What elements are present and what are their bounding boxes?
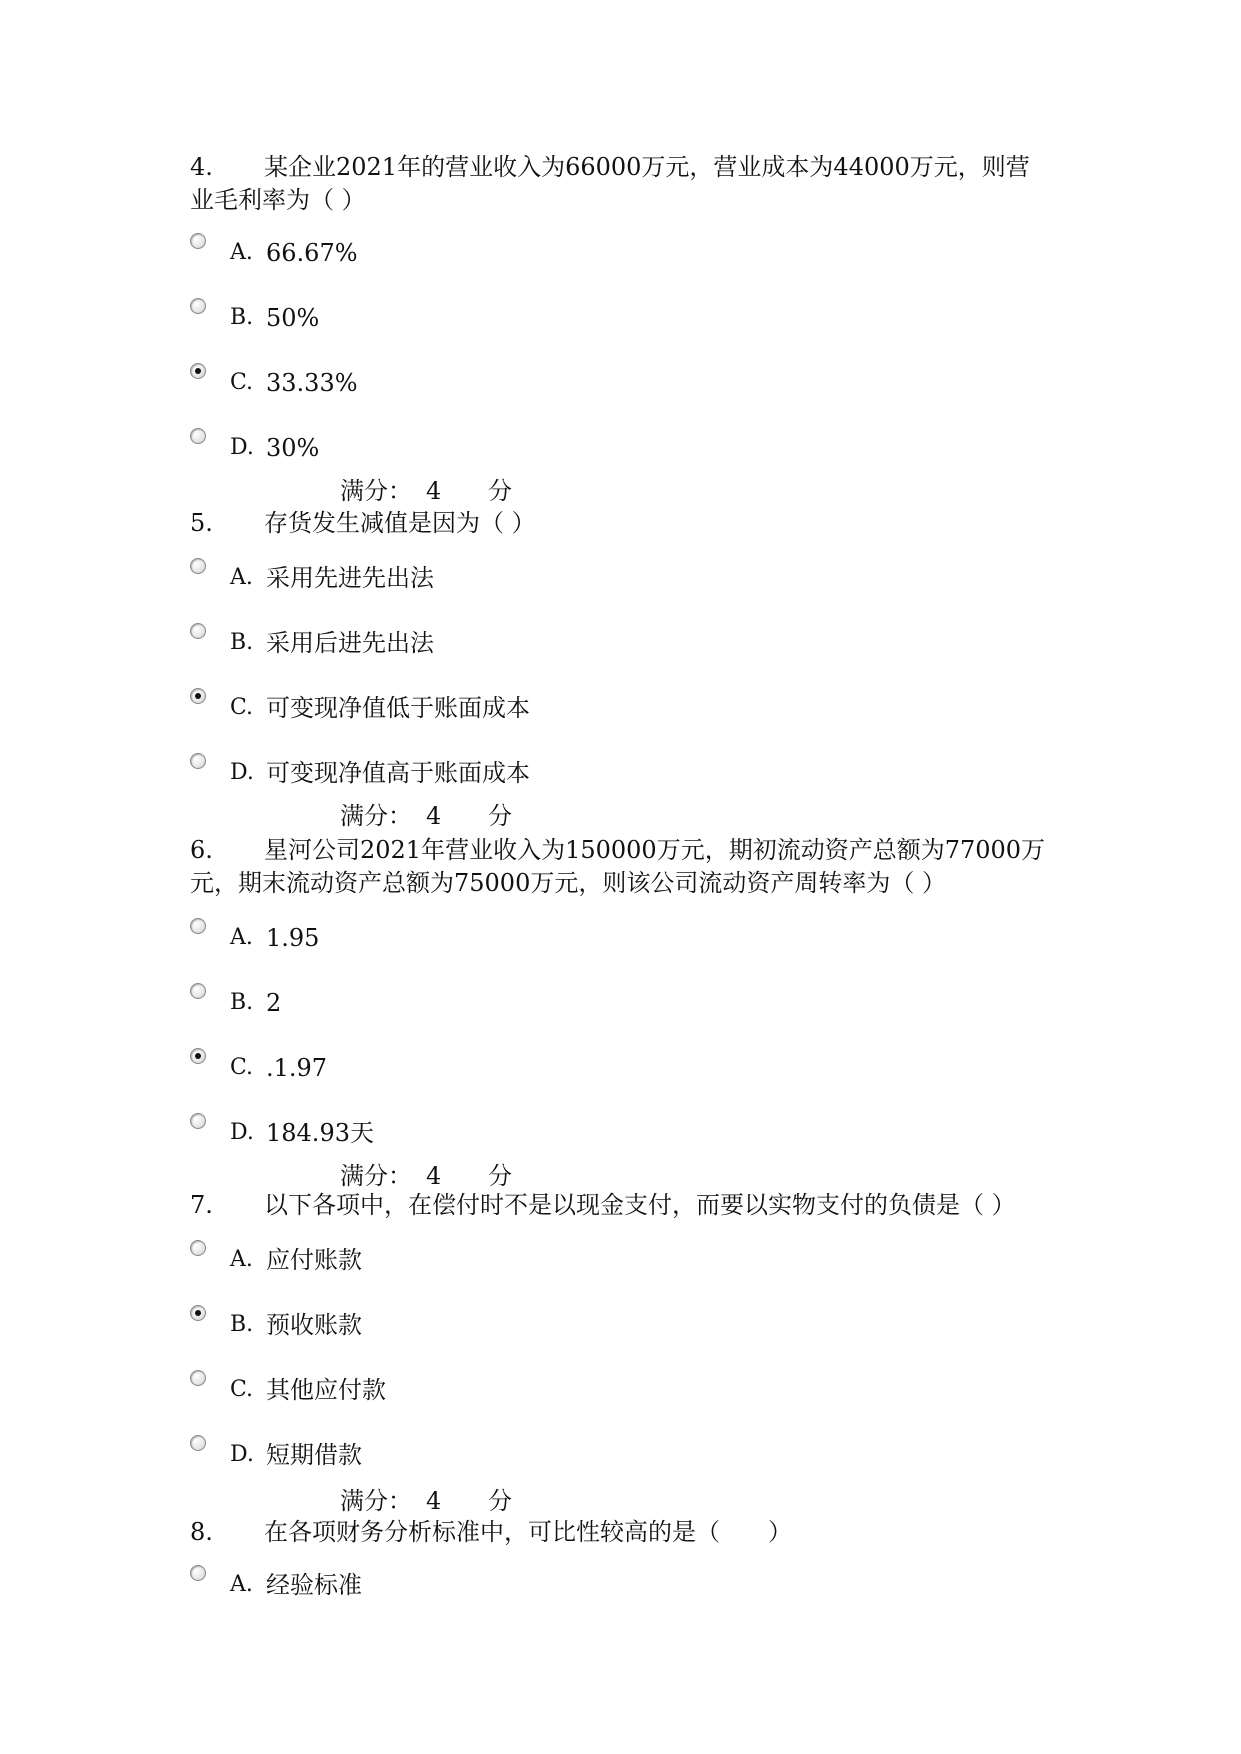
option-text: 30% [266, 434, 320, 462]
option-text: 可变现净值高于账面成本 [266, 759, 530, 787]
option-text: 2 [266, 989, 282, 1017]
radio-button-icon[interactable] [190, 1113, 206, 1129]
radio-button-icon[interactable] [190, 233, 206, 249]
option-text: 采用后进先出法 [266, 629, 434, 657]
score-label: 满分： [340, 1162, 412, 1190]
radio-button-icon[interactable] [190, 623, 206, 639]
score-label: 满分： [340, 1487, 412, 1515]
radio-button-icon[interactable] [190, 753, 206, 769]
option-letter: A. [230, 1247, 253, 1272]
radio-button-checked-icon[interactable] [190, 1048, 206, 1064]
option-letter: A. [230, 240, 253, 265]
option-text: 184.93天 [266, 1119, 374, 1147]
radio-button-icon[interactable] [190, 1565, 206, 1581]
radio-button-checked-icon[interactable] [190, 363, 206, 379]
option-letter: D. [230, 1120, 254, 1145]
score-value: 4 [426, 1162, 442, 1190]
score-6 [340, 1160, 512, 1192]
option-text: 1.95 [266, 924, 320, 952]
question-number: 6. [190, 836, 213, 864]
score-value: 4 [426, 802, 442, 830]
question-number: 7. [190, 1191, 213, 1219]
option-letter: A. [230, 1572, 253, 1597]
radio-button-checked-icon[interactable] [190, 1305, 206, 1321]
radio-button-icon[interactable] [190, 1435, 206, 1451]
score-unit: 分 [488, 1487, 512, 1515]
question-4 [190, 151, 1050, 217]
radio-button-icon[interactable] [190, 918, 206, 934]
question-8 [190, 1516, 1050, 1549]
option-letter: D. [230, 760, 254, 785]
option-letter: B. [230, 990, 254, 1015]
question-5 [190, 507, 1050, 540]
option-text: 可变现净值低于账面成本 [266, 694, 530, 722]
score-value: 4 [426, 477, 442, 505]
question-text: 以下各项中，在偿付时不是以现金支付，而要以实物支付的负债是（ ） [264, 1191, 1016, 1219]
option-text: 50% [266, 304, 320, 332]
option-text: 其他应付款 [266, 1376, 386, 1404]
option-letter: A. [230, 925, 253, 950]
question-text: 在各项财务分析标准中，可比性较高的是（ ） [264, 1518, 792, 1546]
option-letter: B. [230, 1312, 254, 1337]
score-unit: 分 [488, 802, 512, 830]
radio-button-icon[interactable] [190, 1240, 206, 1256]
option-letter: C. [230, 1055, 254, 1080]
score-value: 4 [426, 1487, 442, 1515]
radio-button-icon[interactable] [190, 983, 206, 999]
option-text: 采用先进先出法 [266, 564, 434, 592]
radio-button-icon[interactable] [190, 1370, 206, 1386]
option-text: .1.97 [266, 1054, 328, 1082]
score-4 [340, 475, 512, 507]
option-text: 应付账款 [266, 1246, 362, 1274]
option-text: 经验标准 [266, 1571, 362, 1599]
score-unit: 分 [488, 477, 512, 505]
question-number: 4. [190, 153, 213, 181]
question-number: 8. [190, 1518, 213, 1546]
option-letter: B. [230, 630, 254, 655]
question-text: 存货发生减值是因为（ ） [264, 509, 536, 537]
radio-button-icon[interactable] [190, 558, 206, 574]
option-text: 短期借款 [266, 1441, 362, 1469]
option-letter: A. [230, 565, 253, 590]
question-6 [190, 834, 1050, 900]
radio-button-checked-icon[interactable] [190, 688, 206, 704]
option-text: 33.33% [266, 369, 358, 397]
option-letter: C. [230, 695, 254, 720]
question-7 [190, 1189, 1050, 1222]
score-7 [340, 1485, 512, 1517]
score-label: 满分： [340, 802, 412, 830]
radio-button-icon[interactable] [190, 428, 206, 444]
option-letter: D. [230, 435, 254, 460]
option-letter: C. [230, 1377, 254, 1402]
question-text: 星河公司2021年营业收入为150000万元，期初流动资产总额为77000万元，期末流动资产总额为75000万元，则该公司流动资产周转率为（ ） [190, 836, 1046, 897]
option-letter: C. [230, 370, 254, 395]
option-letter: B. [230, 305, 254, 330]
question-text: 某企业2021年的营业收入为66000万元，营业成本为44000万元，则营业毛利率为（ ） [190, 153, 1030, 214]
option-letter: D. [230, 1442, 254, 1467]
radio-button-icon[interactable] [190, 298, 206, 314]
score-5 [340, 800, 512, 832]
option-text: 预收账款 [266, 1311, 362, 1339]
score-label: 满分： [340, 477, 412, 505]
option-text: 66.67% [266, 239, 358, 267]
question-number: 5. [190, 509, 213, 537]
score-unit: 分 [488, 1162, 512, 1190]
